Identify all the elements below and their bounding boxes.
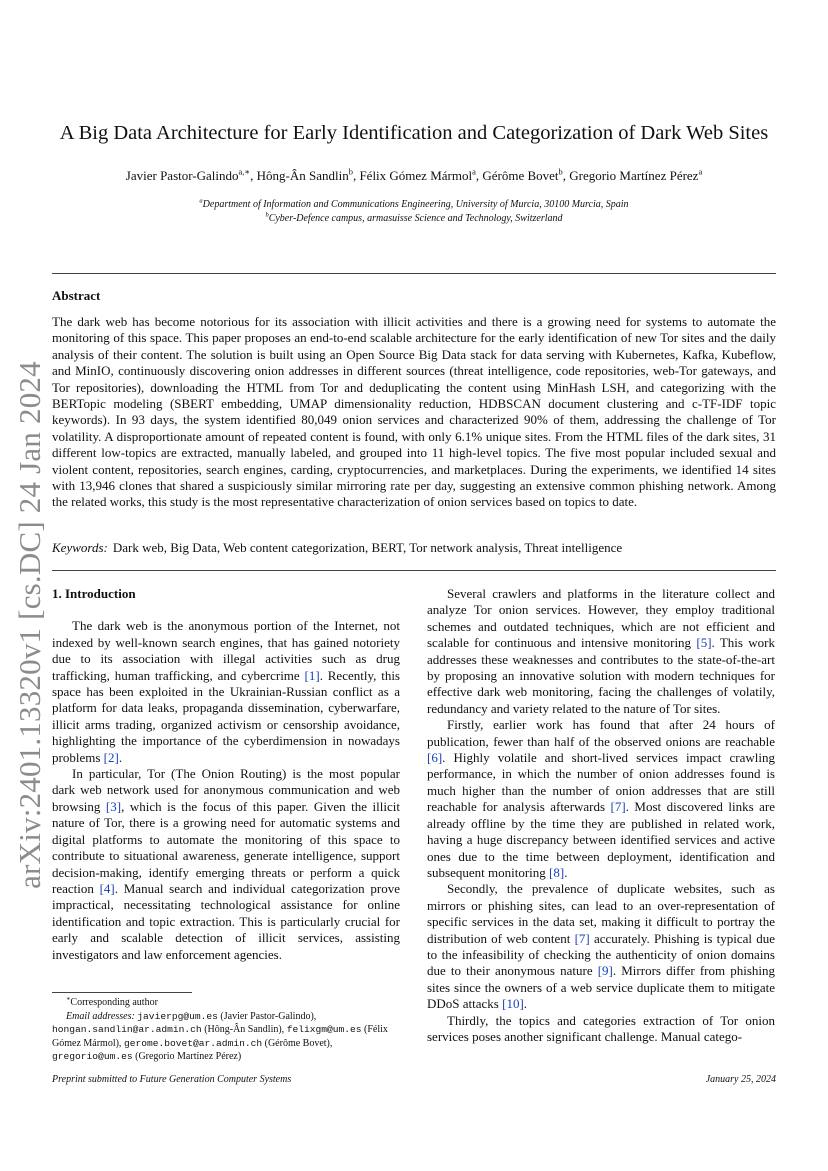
footer-date: January 25, 2024 bbox=[705, 1074, 776, 1085]
author-name: Javier Pastor-Galindo bbox=[125, 168, 239, 183]
keywords-text: Dark web, Big Data, Web content categorization, BERT, Tor network analysis, Threat intelligence bbox=[112, 540, 623, 555]
affiliations bbox=[52, 198, 776, 225]
keywords-line bbox=[52, 540, 776, 556]
email-owner: (Félix Gómez Mármol), bbox=[52, 1024, 388, 1049]
body-paragraph: In particular, Tor (The Onion Routing) is the most popular dark web network used for anonymous communication and web browsing [3], which is the focus of this paper. Given the illicit nature of Tor, there is a growing need for automatic systems and digital platforms to automate the monitoring of this space to contribute to situational awareness, generate intelligence, support decision-making, identify emerging threats or perform a quick reaction [4]. Manual search and individual categorization prove impractical, necessitating technological assistance for online identification and topic extraction. This is particularly crucial for early and scalable detection of illicit services, assisting investigators and law enforcement agencies. bbox=[52, 766, 401, 962]
citation-link[interactable]: [2] bbox=[103, 749, 119, 765]
email-address[interactable]: hongan.sandlin@ar.admin.ch bbox=[52, 1024, 202, 1036]
author-affiliation-mark: a bbox=[472, 166, 476, 177]
email-address[interactable]: gregorio@um.es bbox=[52, 1051, 133, 1063]
author-name: Hông-Ân Sandlin bbox=[256, 168, 349, 183]
author-affiliation-mark: b bbox=[348, 166, 353, 177]
left-column-body bbox=[52, 618, 400, 963]
abstract-divider bbox=[52, 570, 776, 571]
author-affiliation-mark: a,∗ bbox=[238, 166, 251, 177]
body-paragraph: Firstly, earlier work has found that after 24 hours of publication, fewer than half of the observed onions are reachable [6]. Highly volatile and short-lived services impact crawling performance, in which the number of onion addresses found is much higher than the number of onion addresses that are still reachable for analysis afterwards [7]. Most discovered links are already offline by the time they are published in related work, having a huge discrepancy between identified services and active ones due to the time between deployment, identification and subsequent monitoring [8]. bbox=[427, 717, 775, 880]
email-owner: (Gregorio Martínez Pérez) bbox=[135, 1051, 242, 1063]
affiliation-mark: a bbox=[199, 197, 203, 205]
citation-link[interactable]: [7] bbox=[610, 799, 626, 815]
section-heading: 1. Introduction bbox=[52, 586, 136, 601]
citation-link[interactable]: [8] bbox=[549, 864, 565, 880]
author-affiliation-mark: a bbox=[698, 166, 703, 177]
corresponding-author-note bbox=[52, 996, 400, 1010]
body-paragraph: Secondly, the prevalence of duplicate websites, such as mirrors or phishing sites, can lead to an over-representation of specific services in the data set, making it difficult to portray the distribution of web content [7] accurately. Phishing is typical due to the infeasibility of checking the authenticity of onion domains due to their anonymous nature [9]. Mirrors differ from phishing sites since the owners of a web service duplicate them to mitigate DDoS attacks [10]. bbox=[427, 881, 776, 1012]
arxiv-identifier: arXiv:2401.13320v1 [cs.DC] 24 Jan 2024 bbox=[12, 361, 47, 889]
email-address[interactable]: felixgm@um.es bbox=[286, 1024, 362, 1036]
affiliation-line bbox=[52, 198, 776, 212]
citation-link[interactable]: [10] bbox=[502, 996, 524, 1012]
arxiv-sidebar-stamp bbox=[8, 345, 52, 905]
affiliation-mark: b bbox=[265, 211, 269, 219]
author-name: Gérôme Bovet bbox=[482, 168, 559, 183]
abstract-text: The dark web has become notorious for its association with illicit activities and there is a growing need for systems to automate the monitoring of this space. This paper proposes an end-to-end scalable architecture for the early identification of new Tor sites and the daily analysis of their content. The solution is built using an Open Source Big Data stack for data serving with Kubernetes, Kafka, Kubeflow, and MinIO, continuously discovering onion addresses in different sources (threat intelligence, code repositories, web-Tor gateways, and Tor repositories), downloading the HTML from Tor and deduplicating the content using MinHash LSH, and categorizing with the BERTopic modeling (SBERT embedding, UMAP dimensionality reduction, HDBSCAN document clustering and c-TF-IDF topic keywords). In 93 days, the system identified 80,049 onion services and characterized 90% of them, addressing the challenge of Tor volatility. A disproportionate amount of repeated content is found, with only 6.1% unique sites. From the HTML files of the dark sites, 31 different low-topics are extracted, manually labeled, and grouped into 11 high-level topics. The five most popular included sexual and violent content, repositories, search engines, carding, cryptocurrencies, and marketplaces. During the experiments, we identified 14 sites with 13,946 clones that shared a suspiciously similar mirroring rate per day, suggesting an extensive common phishing network. Among the related works, this study is the most representative characterization of onion services based on topics to date. bbox=[52, 314, 776, 510]
abstract-heading: Abstract bbox=[52, 288, 101, 303]
citation-link[interactable]: [6] bbox=[427, 750, 443, 766]
body-paragraph: Thirdly, the topics and categories extraction of Tor onion services poses another significant challenge. Manual catego- bbox=[427, 1012, 775, 1044]
corresponding-author-text: Corresponding author bbox=[70, 997, 158, 1008]
paper-title: A Big Data Architecture for Early Identification and Categorization of Dark Web Sites bbox=[59, 122, 769, 144]
email-owner: (Javier Pastor-Galindo), bbox=[220, 1010, 317, 1022]
email-addresses bbox=[52, 1010, 400, 1064]
email-address[interactable]: gerome.bovet@ar.admin.ch bbox=[123, 1037, 263, 1049]
email-owner: (Hông-Ân Sandlin), bbox=[204, 1024, 285, 1036]
left-column bbox=[52, 586, 400, 963]
affiliation-line bbox=[52, 212, 776, 226]
author-name: Félix Gómez Mármol bbox=[359, 168, 473, 183]
author-affiliation-mark: b bbox=[558, 166, 563, 177]
citation-link[interactable]: [4] bbox=[99, 880, 115, 896]
citation-link[interactable]: [1] bbox=[304, 667, 320, 683]
header-divider bbox=[52, 273, 776, 274]
body-paragraph: The dark web is the anonymous portion of the Internet, not indexed by well-known search engines, that has gained notoriety due to its association with illegal activities such as drug trafficking, human trafficking, and cybercrime [1]. Recently, this space has been exploited in the Ukrainian-Russian conflict as a platform for data leaks, propaganda dissemination, cyberwarfare, illicit arms trading, organized activism or censorship avoidance, highlighting the importance of the cyberdimension in nowadays problems [2]. bbox=[52, 618, 400, 765]
citation-link[interactable]: [5] bbox=[696, 635, 712, 651]
author-name: Gregorio Martínez Pérez bbox=[569, 168, 699, 183]
citation-link[interactable]: [7] bbox=[574, 930, 590, 946]
citation-link[interactable]: [9] bbox=[597, 963, 613, 979]
citation-link[interactable]: [3] bbox=[105, 798, 122, 814]
email-owner: (Gérôme Bovet), bbox=[264, 1037, 333, 1049]
corresponding-mark: ∗ bbox=[66, 995, 71, 1003]
email-address[interactable]: javierpg@um.es bbox=[137, 1010, 218, 1022]
footer-journal: Preprint submitted to Future Generation Computer Systems bbox=[52, 1074, 292, 1085]
right-column bbox=[427, 586, 775, 1045]
keywords-label: Keywords: bbox=[52, 540, 108, 555]
body-paragraph: Several crawlers and platforms in the literature collect and analyze Tor onion services. However, they employ traditional schemes and outdated techniques, which are not efficient and scalable for continuous and intensive monitoring [5]. This work addresses these weaknesses and contributes to the state-of-the-art by proposing an innovative solution with modern techniques for effective dark web monitoring, facing the challenges of volatily, redundancy and variety related to the nature of Tor sites. bbox=[427, 586, 775, 716]
author-list: Javier Pastor-Galindo$^{a,∗}$, Hông-Ân Sandlin$^b$, Félix Gómez Mármol$^a$, Gérôme Bovet$^b$, Gregorio Martínez Pérez$^a$ bbox=[125, 166, 703, 183]
footnote-divider bbox=[52, 992, 192, 993]
affiliation-text: Cyber-Defence campus, armasuisse Science and Technology, Switzerland bbox=[268, 212, 563, 224]
right-column-body bbox=[427, 586, 775, 1045]
email-label: Email addresses: bbox=[66, 1010, 135, 1022]
footnotes bbox=[52, 996, 400, 1064]
affiliation-text: Department of Information and Communications Engineering, University of Murcia, 30100 Murcia, Spain bbox=[202, 199, 629, 210]
